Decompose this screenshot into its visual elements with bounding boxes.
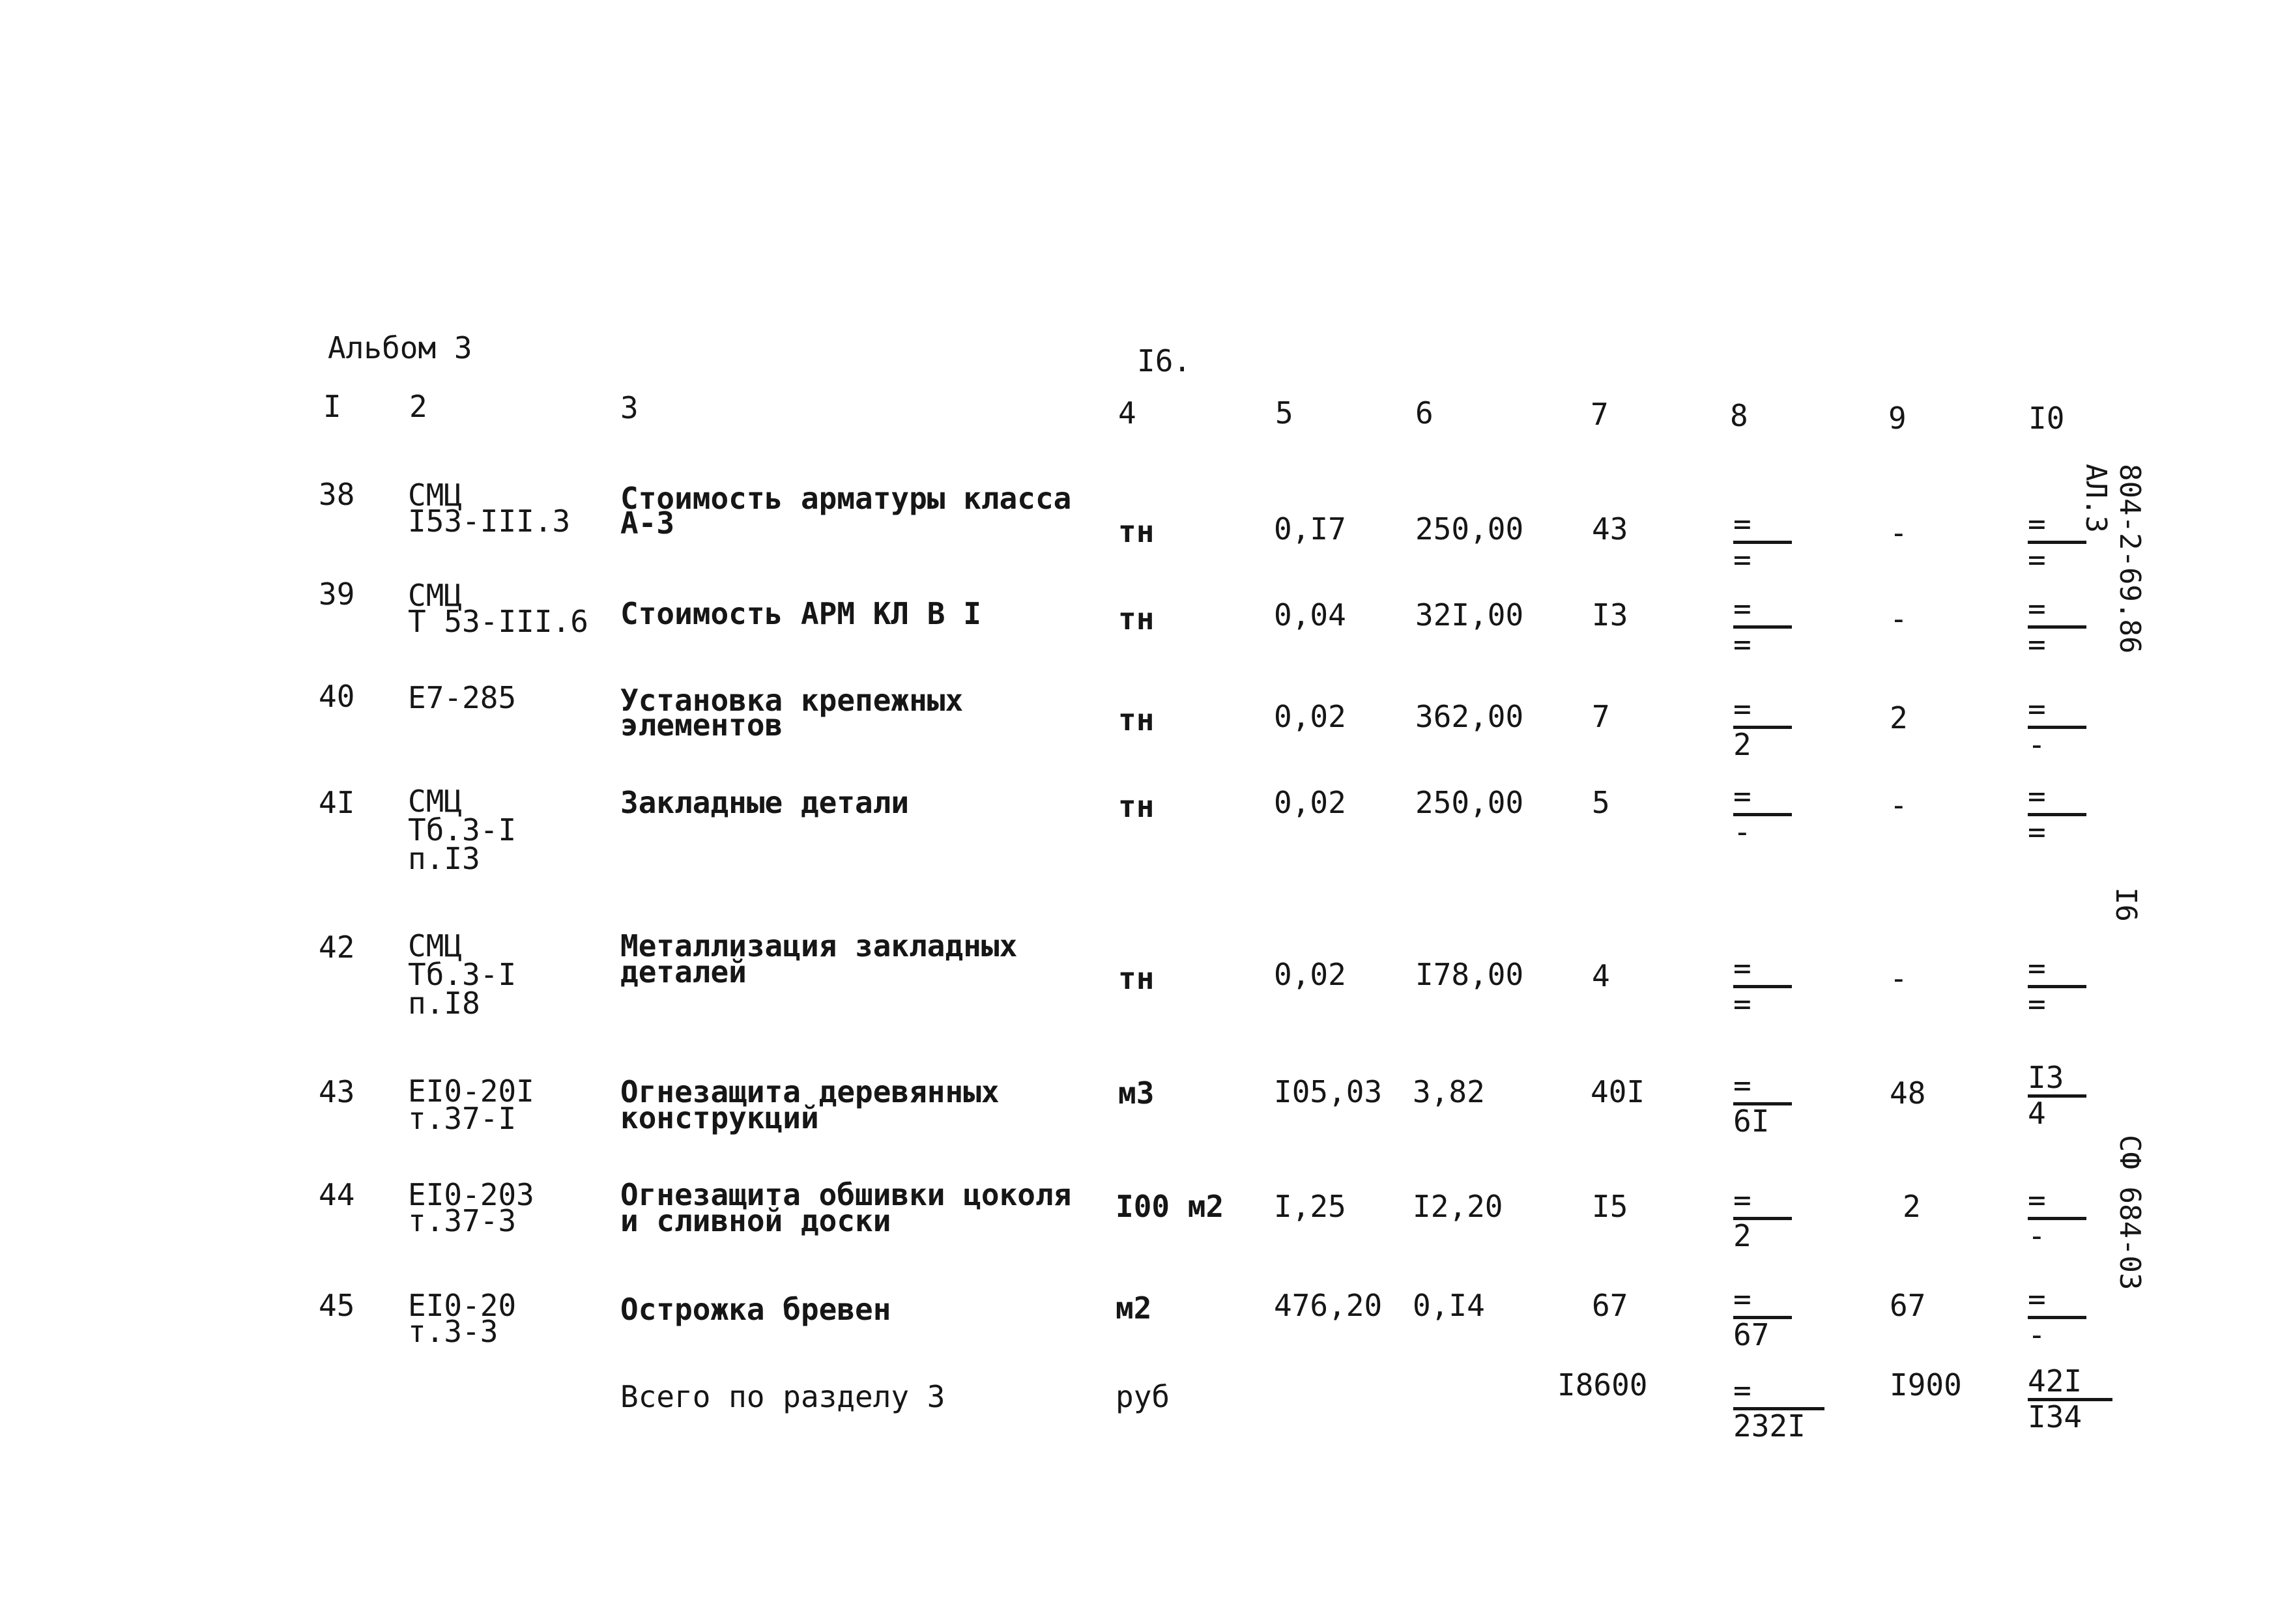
fraction-numerator: I3	[2028, 1063, 2086, 1098]
fraction-numerator: =	[1733, 509, 1792, 544]
fraction-denominator: =	[2028, 627, 2046, 662]
fraction-denominator: I34	[2028, 1399, 2082, 1434]
fraction-numerator: =	[2028, 782, 2086, 816]
row-qty: I,25	[1274, 1189, 1346, 1224]
row-col10-fraction	[2028, 950, 2086, 1021]
row-price: 250,00	[1415, 785, 1524, 820]
col-header-8: 8	[1730, 398, 1748, 433]
row-unit: тн	[1118, 601, 1155, 636]
row-total: 43	[1592, 511, 1628, 547]
row-total: 7	[1592, 699, 1610, 734]
side-album: АЛ.3	[2079, 464, 2112, 533]
row-total: 67	[1592, 1288, 1628, 1323]
row-name: Острожка бревен	[620, 1292, 891, 1327]
row-name: Огнезащита деревянных конструкций	[620, 1074, 1000, 1135]
row-number: 38	[319, 477, 355, 512]
row-code: СМЦ Тб.3-I п.I3	[408, 784, 517, 876]
fraction-numerator: =	[1733, 1071, 1792, 1105]
fraction-numerator: =	[2028, 694, 2086, 729]
row-col10-fraction	[2028, 506, 2086, 577]
row-qty: 476,20	[1274, 1288, 1383, 1323]
fraction-numerator: =	[2028, 1285, 2086, 1319]
row-code: СМЦ Тб.3-I п.I8	[408, 928, 517, 1021]
row-price: 0,I4	[1413, 1288, 1485, 1323]
total-label: Всего по разделу 3	[620, 1379, 945, 1414]
row-code: ЕI0-20 т.3-3	[408, 1288, 517, 1349]
total-unit: руб	[1116, 1379, 1170, 1414]
row-name: Стоимость АРМ КЛ В I	[620, 596, 981, 631]
row-price: 32I,00	[1415, 597, 1524, 633]
side-doc-code: 804-2-69.86	[2113, 464, 2146, 654]
row-col8-fraction	[1733, 1182, 1792, 1253]
total-col9: I900	[1890, 1367, 1962, 1403]
side-sheet-number: I6	[2109, 887, 2142, 922]
row-name: Огнезащита обшивки цоколя и сливной доски	[620, 1177, 1072, 1238]
fraction-numerator: =	[1733, 1186, 1792, 1220]
fraction-numerator: =	[1733, 694, 1792, 729]
fraction-numerator: =	[2028, 1186, 2086, 1220]
row-qty: 0,04	[1274, 597, 1346, 633]
row-qty: I05,03	[1274, 1074, 1383, 1109]
row-total: 40I	[1591, 1074, 1645, 1109]
fraction-numerator: =	[1733, 782, 1792, 816]
row-unit: м2	[1116, 1290, 1152, 1326]
row-total: I5	[1592, 1189, 1628, 1224]
col-header-6: 6	[1415, 395, 1434, 431]
page-number: I6.	[1137, 343, 1192, 378]
col-header-5: 5	[1275, 395, 1293, 431]
col-header-2: 2	[409, 389, 427, 424]
row-col10-fraction	[2028, 778, 2086, 849]
row-qty: 0,02	[1274, 699, 1346, 734]
total-col8-fraction	[1733, 1373, 1824, 1444]
row-col9: 2	[1890, 700, 1908, 735]
col-header-10: I0	[2028, 401, 2065, 436]
row-col8-fraction	[1733, 1068, 1792, 1139]
album-label: Альбом 3	[328, 330, 472, 365]
fraction-denominator: =	[1733, 542, 1751, 577]
fraction-denominator: =	[2028, 542, 2046, 577]
row-col9: 2	[1903, 1189, 1921, 1224]
row-col9: -	[1890, 788, 1908, 823]
row-number: 44	[319, 1177, 355, 1212]
row-unit: тн	[1118, 789, 1155, 824]
total-col10-fraction	[2028, 1363, 2112, 1434]
row-price: I2,20	[1413, 1189, 1503, 1224]
row-qty: 0,02	[1274, 957, 1346, 992]
fraction-denominator: 67	[1733, 1317, 1770, 1352]
fraction-denominator: =	[2028, 986, 2046, 1021]
row-col8-fraction	[1733, 950, 1792, 1021]
row-col8-fraction	[1733, 1281, 1792, 1352]
row-col10-fraction	[2028, 591, 2086, 662]
row-unit: м3	[1118, 1076, 1155, 1111]
total-sum: I8600	[1557, 1367, 1648, 1403]
row-number: 40	[319, 679, 355, 714]
fraction-numerator: =	[1733, 1376, 1824, 1410]
side-order-code: СФ 684-03	[2113, 1135, 2146, 1290]
row-price: 362,00	[1415, 699, 1524, 734]
fraction-denominator: =	[2028, 814, 2046, 849]
col-header-3: 3	[620, 390, 639, 425]
row-unit: тн	[1118, 514, 1155, 549]
row-number: 42	[319, 930, 355, 965]
row-unit: тн	[1118, 702, 1155, 737]
row-total: 4	[1592, 958, 1610, 993]
fraction-denominator: =	[1733, 986, 1751, 1021]
row-col8-fraction	[1733, 778, 1792, 849]
row-code: Е7-285	[408, 680, 517, 715]
row-col10-fraction	[2028, 691, 2086, 762]
row-price: 250,00	[1415, 511, 1524, 547]
col-header-4: 4	[1118, 395, 1136, 431]
col-header-1: I	[323, 389, 341, 424]
row-col8-fraction	[1733, 591, 1792, 662]
row-qty: 0,02	[1274, 785, 1346, 820]
row-number: 45	[319, 1288, 355, 1323]
row-name: Закладные детали	[620, 785, 910, 820]
row-code: ЕI0-203 т.37-3	[408, 1177, 534, 1238]
row-qty: 0,I7	[1274, 511, 1346, 547]
fraction-denominator: 232I	[1733, 1408, 1806, 1444]
fraction-denominator: 4	[2028, 1096, 2046, 1131]
row-col9: -	[1890, 601, 1908, 636]
fraction-denominator: -	[2028, 1218, 2046, 1253]
fraction-numerator: 42I	[2028, 1367, 2112, 1401]
col-header-7: 7	[1591, 397, 1609, 432]
row-name: Металлизация закладных деталей	[620, 928, 1018, 990]
row-price: I78,00	[1415, 957, 1524, 992]
row-col8-fraction	[1733, 506, 1792, 577]
row-unit: тн	[1118, 961, 1155, 996]
row-unit: I00 м2	[1116, 1189, 1224, 1224]
fraction-denominator: 2	[1733, 1218, 1751, 1253]
row-price: 3,82	[1413, 1074, 1485, 1109]
fraction-denominator: -	[1733, 814, 1751, 849]
row-total: I3	[1592, 597, 1628, 633]
row-col9: -	[1890, 515, 1908, 550]
row-col10-fraction	[2028, 1281, 2086, 1352]
fraction-numerator: =	[2028, 954, 2086, 988]
col-header-9: 9	[1888, 401, 1907, 436]
fraction-denominator: 2	[1733, 727, 1751, 762]
fraction-numerator: =	[1733, 1285, 1792, 1319]
row-code: СМЦ I53-III.3	[408, 477, 571, 539]
row-col9: 48	[1890, 1076, 1926, 1111]
row-number: 39	[319, 577, 355, 612]
row-col8-fraction	[1733, 691, 1792, 762]
fraction-denominator: 6I	[1733, 1104, 1770, 1139]
row-col9: -	[1890, 961, 1908, 996]
row-number: 43	[319, 1074, 355, 1109]
fraction-denominator: =	[1733, 627, 1751, 662]
row-number: 4I	[319, 785, 355, 820]
row-code: ЕI0-20I т.37-I	[408, 1074, 534, 1136]
row-total: 5	[1592, 785, 1610, 820]
row-name: Стоимость арматуры класса А-3	[620, 481, 1072, 541]
row-col10-fraction	[2028, 1182, 2086, 1253]
fraction-numerator: =	[1733, 594, 1792, 629]
fraction-numerator: =	[2028, 594, 2086, 629]
row-name: Установка крепежных элементов	[620, 683, 964, 743]
fraction-denominator: -	[2028, 727, 2046, 762]
fraction-denominator: -	[2028, 1317, 2046, 1352]
fraction-numerator: =	[1733, 954, 1792, 988]
row-col9: 67	[1890, 1288, 1926, 1323]
row-col10-fraction	[2028, 1060, 2086, 1131]
row-code: СМЦ Т 53-III.6	[408, 578, 588, 639]
fraction-numerator: =	[2028, 509, 2086, 544]
